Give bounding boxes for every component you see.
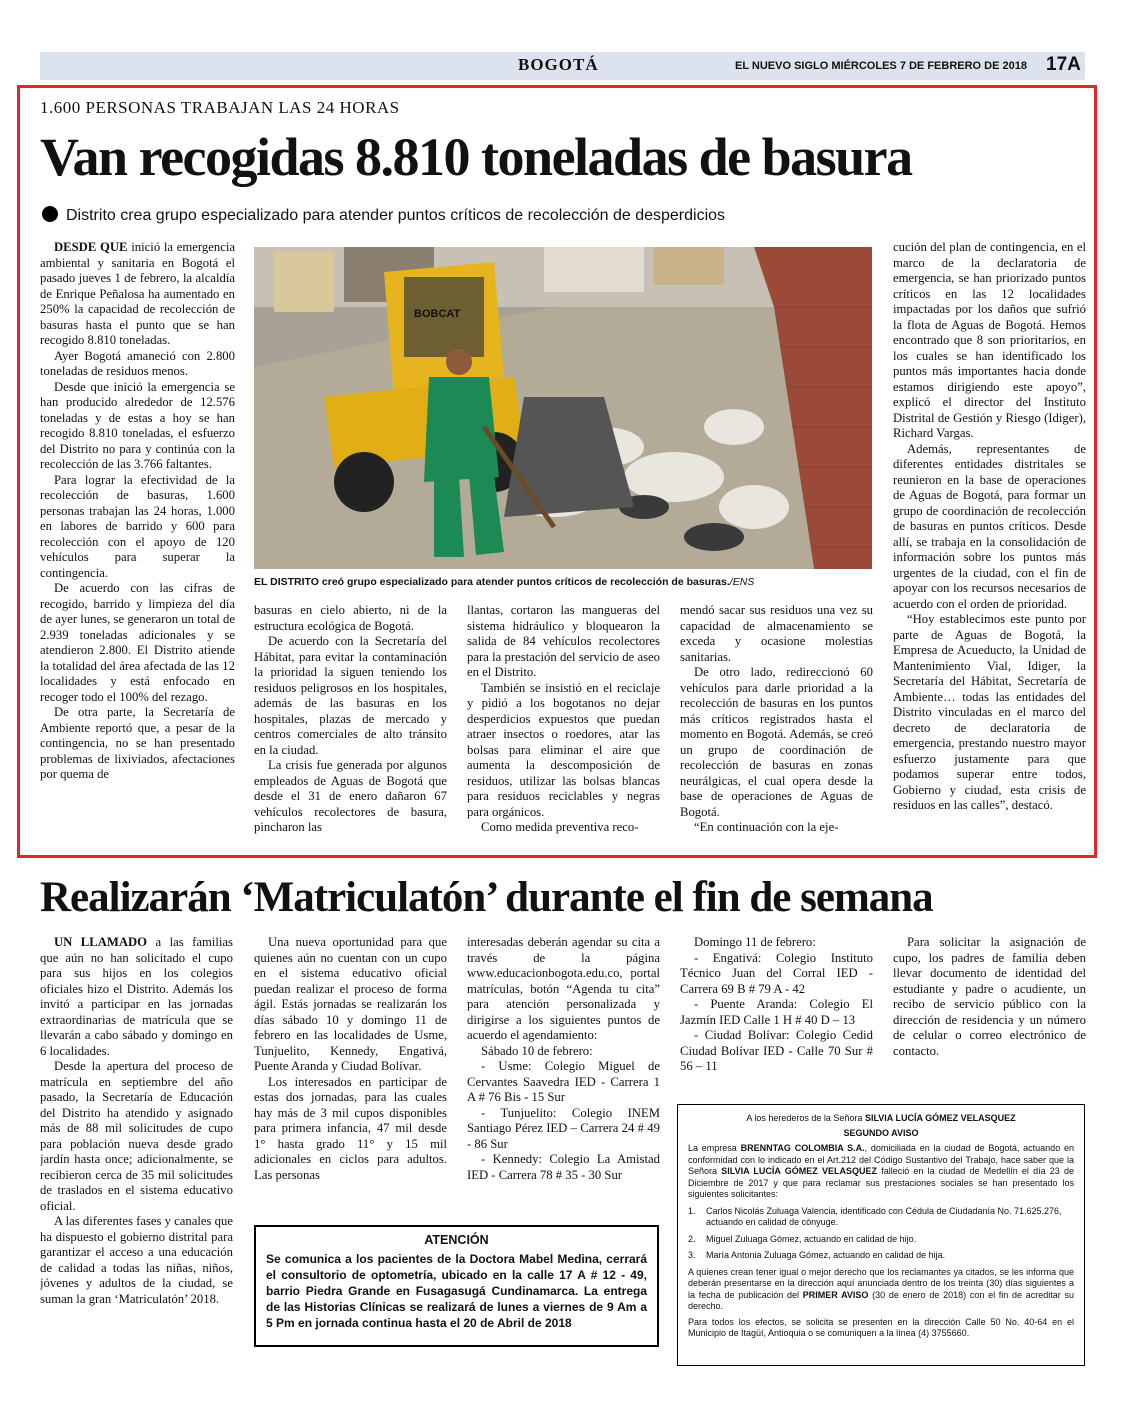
notice-title: ATENCIÓN (424, 1233, 489, 1247)
list-item (688, 1234, 1074, 1246)
notice-intro (688, 1143, 1074, 1201)
item-number: 3. (688, 1250, 696, 1260)
paragraph: Para lograr la efectividad de la recolección de basuras, 1.600 personas trabajan las 24 horas, 1.000 en labores de barrido y 600 para recolección con el apoyo de 120 vehículos para superar la contingencia. (40, 472, 235, 580)
paragraph: basuras en cielo abierto, ni de la estructura ecológica de Bogotá. (254, 603, 447, 633)
article2-column-2 (254, 935, 447, 1215)
item-text: María Antonia Zuluaga Gómez, actuando en calidad de hija. (706, 1250, 946, 1260)
text: , domiciliada en la ciudad de Bogotá, actuando en conformidad con lo indicado en el Art.212 del Código Sustantivo del Trabajo, hace saber que la Señora (688, 1143, 1074, 1176)
notice-subtitle: SEGUNDO AVISO (843, 1127, 919, 1138)
paragraph: A las diferentes fases y canales que ha dispuesto el gobierno distrital para garantizar el acceso a una educación de calidad a todas las niñas, niños, jóvenes y adultos de la ciudad, se suman la gran ‘Matriculatón’ 2018. (40, 1214, 233, 1306)
news-photo (254, 247, 872, 569)
notice-body: Se comunica a los pacientes de la Doctora Mabel Medina, cerrará el consultorio de optometría, ubicado en la calle 17 A # 12 - 49, barrio Piedra Grande en Fusagasugá Cundinamarca. La entrega de las Historias Clínicas se realizará de lunes a viernes de 9 Am a 5 Pm en jornada continua hasta el 20 de Abril de 2018 (266, 1252, 647, 1330)
article-column-5 (893, 240, 1086, 845)
paragraph: llantas, cortaron las mangueras del sistema hidráulico y bloquearon la salida de 84 vehículos recolectores para la prestación del servicio de aseo en el Distrito. (467, 603, 660, 679)
heading-text: A los herederos de la Señora (746, 1113, 863, 1123)
person-name: SILVIA LUCÍA GÓMEZ VELASQUEZ (721, 1166, 877, 1176)
paragraph: También se insistió en el reciclaje y pidió a los bogotanos no dejar desperdicios expuestos que puedan atraer insectos o roedores, atar las bolsas para eliminar el aire que aumenta la descomposición de residuos, utilizar las bolsas blancas para residuos reciclables y negras para orgánicos. (467, 680, 660, 819)
company-name: BRENNTAG COLOMBIA S.A. (740, 1143, 865, 1153)
notice-heading (688, 1113, 1074, 1125)
loader-label: BOBCAT (414, 308, 461, 320)
article-kicker: 1.600 PERSONAS TRABAJAN LAS 24 HORAS (40, 98, 400, 117)
item-text: Miguel Zuluaga Gómez, actuando en calidad de hijo. (706, 1233, 917, 1244)
list-item (688, 1206, 1074, 1229)
emphasis: PRIMER AVISO (802, 1289, 869, 1300)
article-headline: Van recogidas 8.810 toneladas de basura (40, 127, 912, 187)
paragraph: De acuerdo con la Secretaría del Hábitat, para evitar la contaminación la prioridad la siguen teniendo los residuos peligrosos en los hospitales, además de las basuras en los hospitales, plazas de mercado y centros comerciales de alto tránsito en la ciudad. (254, 634, 447, 757)
article-column-2 (254, 603, 447, 845)
article2-column-1 (40, 935, 233, 1360)
paragraph: Sábado 10 de febrero: (481, 1043, 593, 1058)
paragraph: Domingo 11 de febrero: (694, 935, 816, 949)
bullet-icon (42, 206, 58, 222)
paragraph: De otra parte, la Secretaría de Ambiente reportó que, a pesar de la contingencia, no se han presentado problemas de lixiviados, afectaciones por quema de (40, 705, 235, 781)
paragraph: Como medida preventiva reco- (481, 820, 639, 834)
photo-illustration (254, 247, 872, 569)
item-number: 2. (688, 1233, 696, 1244)
paragraph: mendó sacar sus residuos una vez su capacidad de almacenamiento se exceda y ocasione molestias sanitarias. (680, 603, 873, 664)
paper-date: EL NUEVO SIGLO MIÉRCOLES 7 DE FEBRERO DE 2018 (735, 60, 1027, 72)
article2-column-4 (680, 935, 873, 1100)
claimant-list (688, 1206, 1074, 1262)
paragraph: Desde la apertura del proceso de matrícula en septiembre del año pasado, la Secretaría de Educación del Distrito ha atendido y asignado más de 88 mil solicitudes de cupo para población nueva desde grado jardín hasta once; adicionalmente, se recibieron cerca de 35 mil solicitudes de traslados en el sistema educativo oficial. (40, 1059, 233, 1213)
lead-in: DESDE QUE (54, 240, 128, 254)
legal-notice (677, 1104, 1085, 1366)
lead-in: UN LLAMADO (54, 935, 148, 949)
paragraph: “Hoy establecimos este punto por parte de Aguas de Bogotá, la Empresa de Acueducto, la Unidad de Mantenimiento Vial, Idiger, la Secretaría del Hábitat, Secretaría de Ambiente… todas las entidades del Distrito vinculadas en el marco del decreto de declaratoria de emergencia, prestando nuestro mayor esfuerzo justamente para que podamos superar entre todos, Gobierno y ciudad, esta crisis de residuos en las calles”, destacó. (893, 612, 1086, 812)
list-item: - Usme: Colegio Miguel de Cervantes Saavedra IED - Carrera 1 A # 76 Bis - 15 Sur (467, 1059, 660, 1104)
notice-paragraph (688, 1267, 1074, 1313)
paragraph: Además, representantes de diferentes entidades distritales se reunieron en la base de operaciones de Aguas de Bogotá, para formar un grupo de coordinación de recolección de basuras en puntos críticos. Desde allí, se trabaja en la consolidación de información sobre los puntos más urgentes de la ciudad, con el fin de apoyar con los recursos necesarios de acuerdo con el orden de prioridad. (893, 441, 1086, 611)
paragraph: Ayer Bogotá amaneció con 2.800 toneladas de residuos menos. (40, 348, 235, 378)
list-item: - Kennedy: Colegio La Amistad IED - Carrera 78 # 35 - 30 Sur (467, 1152, 660, 1182)
paragraph: La crisis fue generada por algunos empleados de Aguas de Bogotá que desde el 31 de enero dañaron 67 vehículos recolectores de basura, pincharon las (254, 758, 447, 834)
text: (30 de enero de 2018) con el fin de acreditar su derecho. (688, 1289, 1075, 1311)
paragraph: “En continuación con la eje- (694, 820, 839, 834)
paragraph: a las familias que aún no han solicitado el cupo para sus hijos en los colegios oficiales hizo el Distrito. Además los invitó a participar en las jornadas extraordinarias de matrícula que se llevarán a cabo sábado y domingo en 6 localidades. (40, 935, 233, 1058)
paragraph: cución del plan de contingencia, en el marco de la declaratoria de emergencia, se han priorizado puntos críticos en las 12 localidades impactadas por los daños que sufrió la flota de Aguas de Bogotá. Hemos encontrado que 8 son prioritarios, en los cuales se han identificado los puntos más importantes hacia donde estamos dirigiendo este apoyo”, explicó el director del Instituto Distrital de Gestión y Riesgo (Idiger), Richard Vargas. (893, 240, 1086, 440)
article-column-3 (467, 603, 660, 845)
heading-name: SILVIA LUCÍA GÓMEZ VELASQUEZ (864, 1113, 1016, 1123)
article-column-1 (40, 240, 235, 845)
list-item: - Puente Aranda: Colegio El Jazmín IED Calle 1 H # 40 D – 13 (680, 997, 873, 1027)
list-item: - Ciudad Bolívar: Colegio Cedid Ciudad Bolívar IED - Calle 70 Sur # 56 – 11 (680, 1028, 873, 1073)
caption-credit: /ENS (729, 576, 755, 588)
article2-headline: Realizarán ‘Matriculatón’ durante el fin de semana (40, 874, 933, 921)
page-number: 17A (1046, 54, 1081, 75)
article2-column-5 (893, 935, 1086, 1100)
paragraph: De otro lado, redireccionó 60 vehículos para darle prioridad a la recolección de basuras en los puntos más críticos registrados hasta el momento en Bogotá. Además, se creó un grupo de coordinación de recolección de basuras en zonas neurálgicas, el cual opera desde la base de operaciones de Aguas de Bogotá. (680, 665, 873, 819)
article2-column-3 (467, 935, 660, 1215)
paragraph: De acuerdo con las cifras de recogido, barrido y limpieza del día de ayer lunes, se generaron un total de 2.939 toneladas adicionales y se atendieron 2.800. El Distrito atiende la totalidad del área afectada de las 12 localidades y está enfocado en recoger todo el 100% del rezago. (40, 581, 235, 704)
section-name: BOGOTÁ (518, 55, 599, 74)
photo-caption (254, 576, 874, 588)
paragraph: interesadas deberán agendar su cita a través de la página www.educacionbogota.edu.co, portal matrículas, botón “Agenda tu cita” para atención personalizada y dirigirse a los siguientes puntos de acuerdo el agendamiento: (467, 935, 660, 1042)
text: La empresa (688, 1143, 737, 1153)
text: A quienes crean tener igual o mejor derecho que los reclamantes ya citados, se les informa que deberán presentarse en la dirección aquí anunciada dentro de los treinta (30) días siguientes a la fecha de publicación del (688, 1266, 1074, 1300)
dek-text: Distrito crea grupo especializado para atender puntos críticos de recolección de desperdicios (66, 207, 726, 224)
list-item: - Tunjuelito: Colegio INEM Santiago Pérez IED – Carrera 24 # 49 - 86 Sur (467, 1105, 660, 1151)
caption-text: creó grupo especializado para atender puntos críticos de recolección de basuras. (321, 576, 730, 588)
caption-lead: EL DISTRITO (254, 576, 319, 588)
article-dek (42, 206, 725, 225)
article-column-4 (680, 603, 873, 845)
paragraph: Los interesados en participar de estas dos jornadas, para las cuales hay más de 3 mil cupos disponibles para primera infancia, 47 mil desde 1° hasta grado 11° y 15 mil adicionales en ciclos para adultos. Las personas (254, 1074, 447, 1182)
text: falleció en la ciudad de Medellín el día 23 de Diciembre de 2017 y que para reclamar sus prestaciones sociales se han presentado los siguientes solicitantes: (688, 1166, 1075, 1199)
list-item (688, 1250, 1074, 1262)
list-item: - Engativá: Colegio Instituto Técnico Juan del Corral IED - Carrera 69 B # 79 A - 42 (680, 950, 873, 996)
paragraph: Para solicitar la asignación de cupo, los padres de familia deben llevar documento de identidad del estudiante y padre o acudiente, un recibo de servicio público con la dirección de residencia y un número de celular o correo electrónico de contacto. (893, 935, 1086, 1058)
notice-box (254, 1225, 659, 1347)
item-number: 1. (688, 1205, 696, 1216)
notice-paragraph: Para todos los efectos, se solicita se presenten en la dirección Calle 50 No. 40-64 en el Municipio de Itagüí, Antioquia o se comuniquen a la línea (4) 3755660. (688, 1316, 1074, 1338)
paragraph: Desde que inició la emergencia se han producido alrededor de 12.576 toneladas y de estas a hoy se han recogido 8.810 toneladas, el esfuerzo del Distrito no para y continúa con la recolección de las 3.766 faltantes. (40, 379, 235, 471)
item-text: Carlos Nicolás Zuluaga Valencia, identificado con Cédula de Ciudadanía No. 71.625.276, actuando en calidad de cónyuge. (706, 1205, 1062, 1227)
paragraph: inició la emergencia ambiental y sanitaria en Bogotá el pasado jueves 1 de febrero, la alcaldía de Enrique Peñalosa ha aumentado en 250% la capacidad de recolección de basuras hasta el punto que se han recogido 8.810 toneladas. (40, 240, 235, 347)
paragraph: Una nueva oportunidad para que quienes aún no cuentan con un cupo en el sistema educativo oficial puedan realizar el proceso de forma ágil. Estás jornadas se realizarán los días sábado 10 y domingo 11 de febrero en las localidades de Usme, Tunjuelito, Kennedy, Engativá, Puente Aranda y Ciudad Bolívar. (254, 935, 447, 1073)
